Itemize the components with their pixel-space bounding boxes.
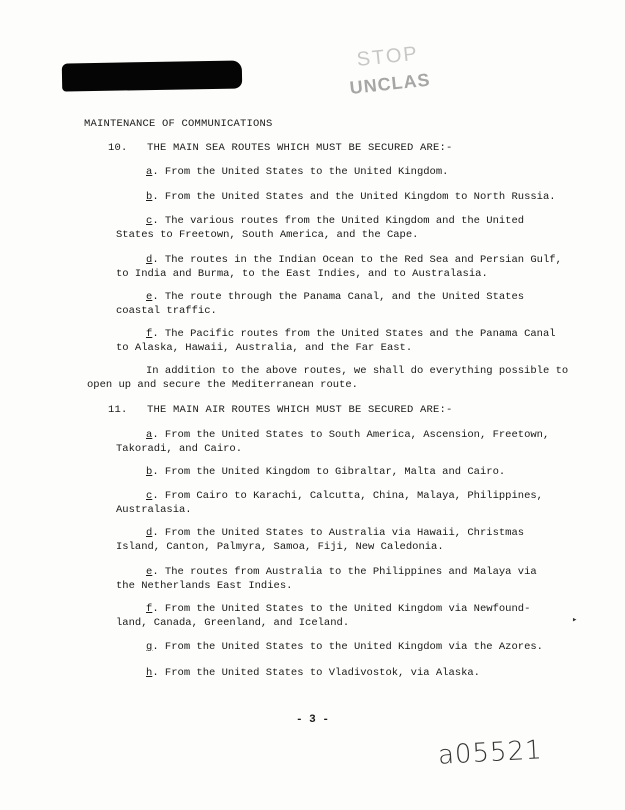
section-10-item-b <box>146 191 556 204</box>
section-10-item-d-cont: to India and Burma, to the East Indies, and to Australasia. <box>116 268 488 280</box>
item-text: . From the United Kingdom to Gibraltar, Malta and Cairo. <box>152 466 506 478</box>
item-text: . From the United States to Vladivostok, via Alaska. <box>152 667 480 679</box>
redaction-block <box>62 60 242 91</box>
item-text: . From the United States to the United Kingdom. <box>152 166 449 178</box>
section-10-item-c <box>146 215 524 228</box>
section-10-item-f-cont: to Alaska, Hawaii, Australia, and the Far East. <box>116 342 413 354</box>
item-letter: b <box>146 466 153 478</box>
stamp-line-1: STOP <box>355 42 420 72</box>
page-number: - 3 - <box>295 714 329 726</box>
section-11-item-d <box>146 527 524 540</box>
section-10-item-c-cont: States to Freetown, South America, and the Cape. <box>116 229 419 241</box>
item-letter: d <box>146 527 153 539</box>
classification-stamp <box>337 23 513 110</box>
item-text: . From the United States to South America, Ascension, Freetown, <box>152 429 550 441</box>
item-text: . From Cairo to Karachi, Calcutta, China, Malaya, Philippines, <box>152 490 543 502</box>
section-10-item-d <box>146 254 562 267</box>
section-11-item-d-cont: Island, Canton, Palmyra, Samoa, Fiji, New Caledonia. <box>116 541 444 553</box>
item-text: . The various routes from the United Kingdom and the United <box>152 215 525 227</box>
section-11-item-f-cont: land, Canada, Greenland, and Iceland. <box>116 617 350 629</box>
section-10-closing-1: In addition to the above routes, we shall do everything possible to <box>146 365 569 377</box>
item-text: . The routes in the Indian Ocean to the Red Sea and Persian Gulf, <box>152 254 562 266</box>
margin-mark: ▸ <box>572 615 578 625</box>
item-letter: h <box>146 667 153 679</box>
handwritten-document-id: a05521 <box>437 735 544 771</box>
section-11-item-e-cont: the Netherlands East Indies. <box>116 580 293 592</box>
item-letter: a <box>146 166 153 178</box>
item-letter: c <box>146 490 153 502</box>
item-text: . From the United States and the United Kingdom to North Russia. <box>152 191 556 203</box>
item-letter: g <box>146 641 153 653</box>
section-11-item-c-cont: Australasia. <box>116 504 192 516</box>
section-11-item-a-cont: Takoradi, and Cairo. <box>116 443 243 455</box>
item-letter: d <box>146 254 153 266</box>
item-letter: e <box>146 566 153 578</box>
section-10-item-f <box>146 328 556 341</box>
section-10-item-a <box>146 166 448 179</box>
section-11-item-b <box>146 466 505 479</box>
section-11-item-e <box>146 566 537 579</box>
section-11-item-a <box>146 429 549 442</box>
item-letter: f <box>146 603 153 615</box>
item-letter: c <box>146 215 153 227</box>
item-letter: a <box>146 429 153 441</box>
item-letter: b <box>146 191 153 203</box>
item-text: . The routes from Australia to the Philippines and Malaya via <box>152 566 537 578</box>
section-10-item-e-cont: coastal traffic. <box>116 305 217 317</box>
item-text: . The Pacific routes from the United States and the Panama Canal <box>152 328 556 340</box>
section-11-item-g <box>146 641 543 654</box>
item-text: . From the United States to Australia via Hawaii, Christmas <box>152 527 525 539</box>
item-text: . From the United States to the United Kingdom via the Azores. <box>152 641 543 653</box>
item-letter: e <box>146 291 153 303</box>
document-title: MAINTENANCE OF COMMUNICATIONS <box>84 118 273 130</box>
item-text: . The route through the Panama Canal, and the United States <box>152 291 525 303</box>
section-11-item-h <box>146 667 480 680</box>
section-10-closing-2: open up and secure the Mediterranean route. <box>87 379 358 391</box>
section-11-item-f <box>146 603 530 616</box>
item-letter: f <box>146 328 153 340</box>
section-11-heading: 11. THE MAIN AIR ROUTES WHICH MUST BE SECURED ARE:- <box>108 404 453 416</box>
section-11-item-c <box>146 490 543 503</box>
stamp-line-2: UNCLAS <box>348 69 432 98</box>
section-10-item-e <box>146 291 524 304</box>
item-text: . From the United States to the United Kingdom via Newfound- <box>152 603 531 615</box>
section-10-heading: 10. THE MAIN SEA ROUTES WHICH MUST BE SECURED ARE:- <box>108 142 453 154</box>
